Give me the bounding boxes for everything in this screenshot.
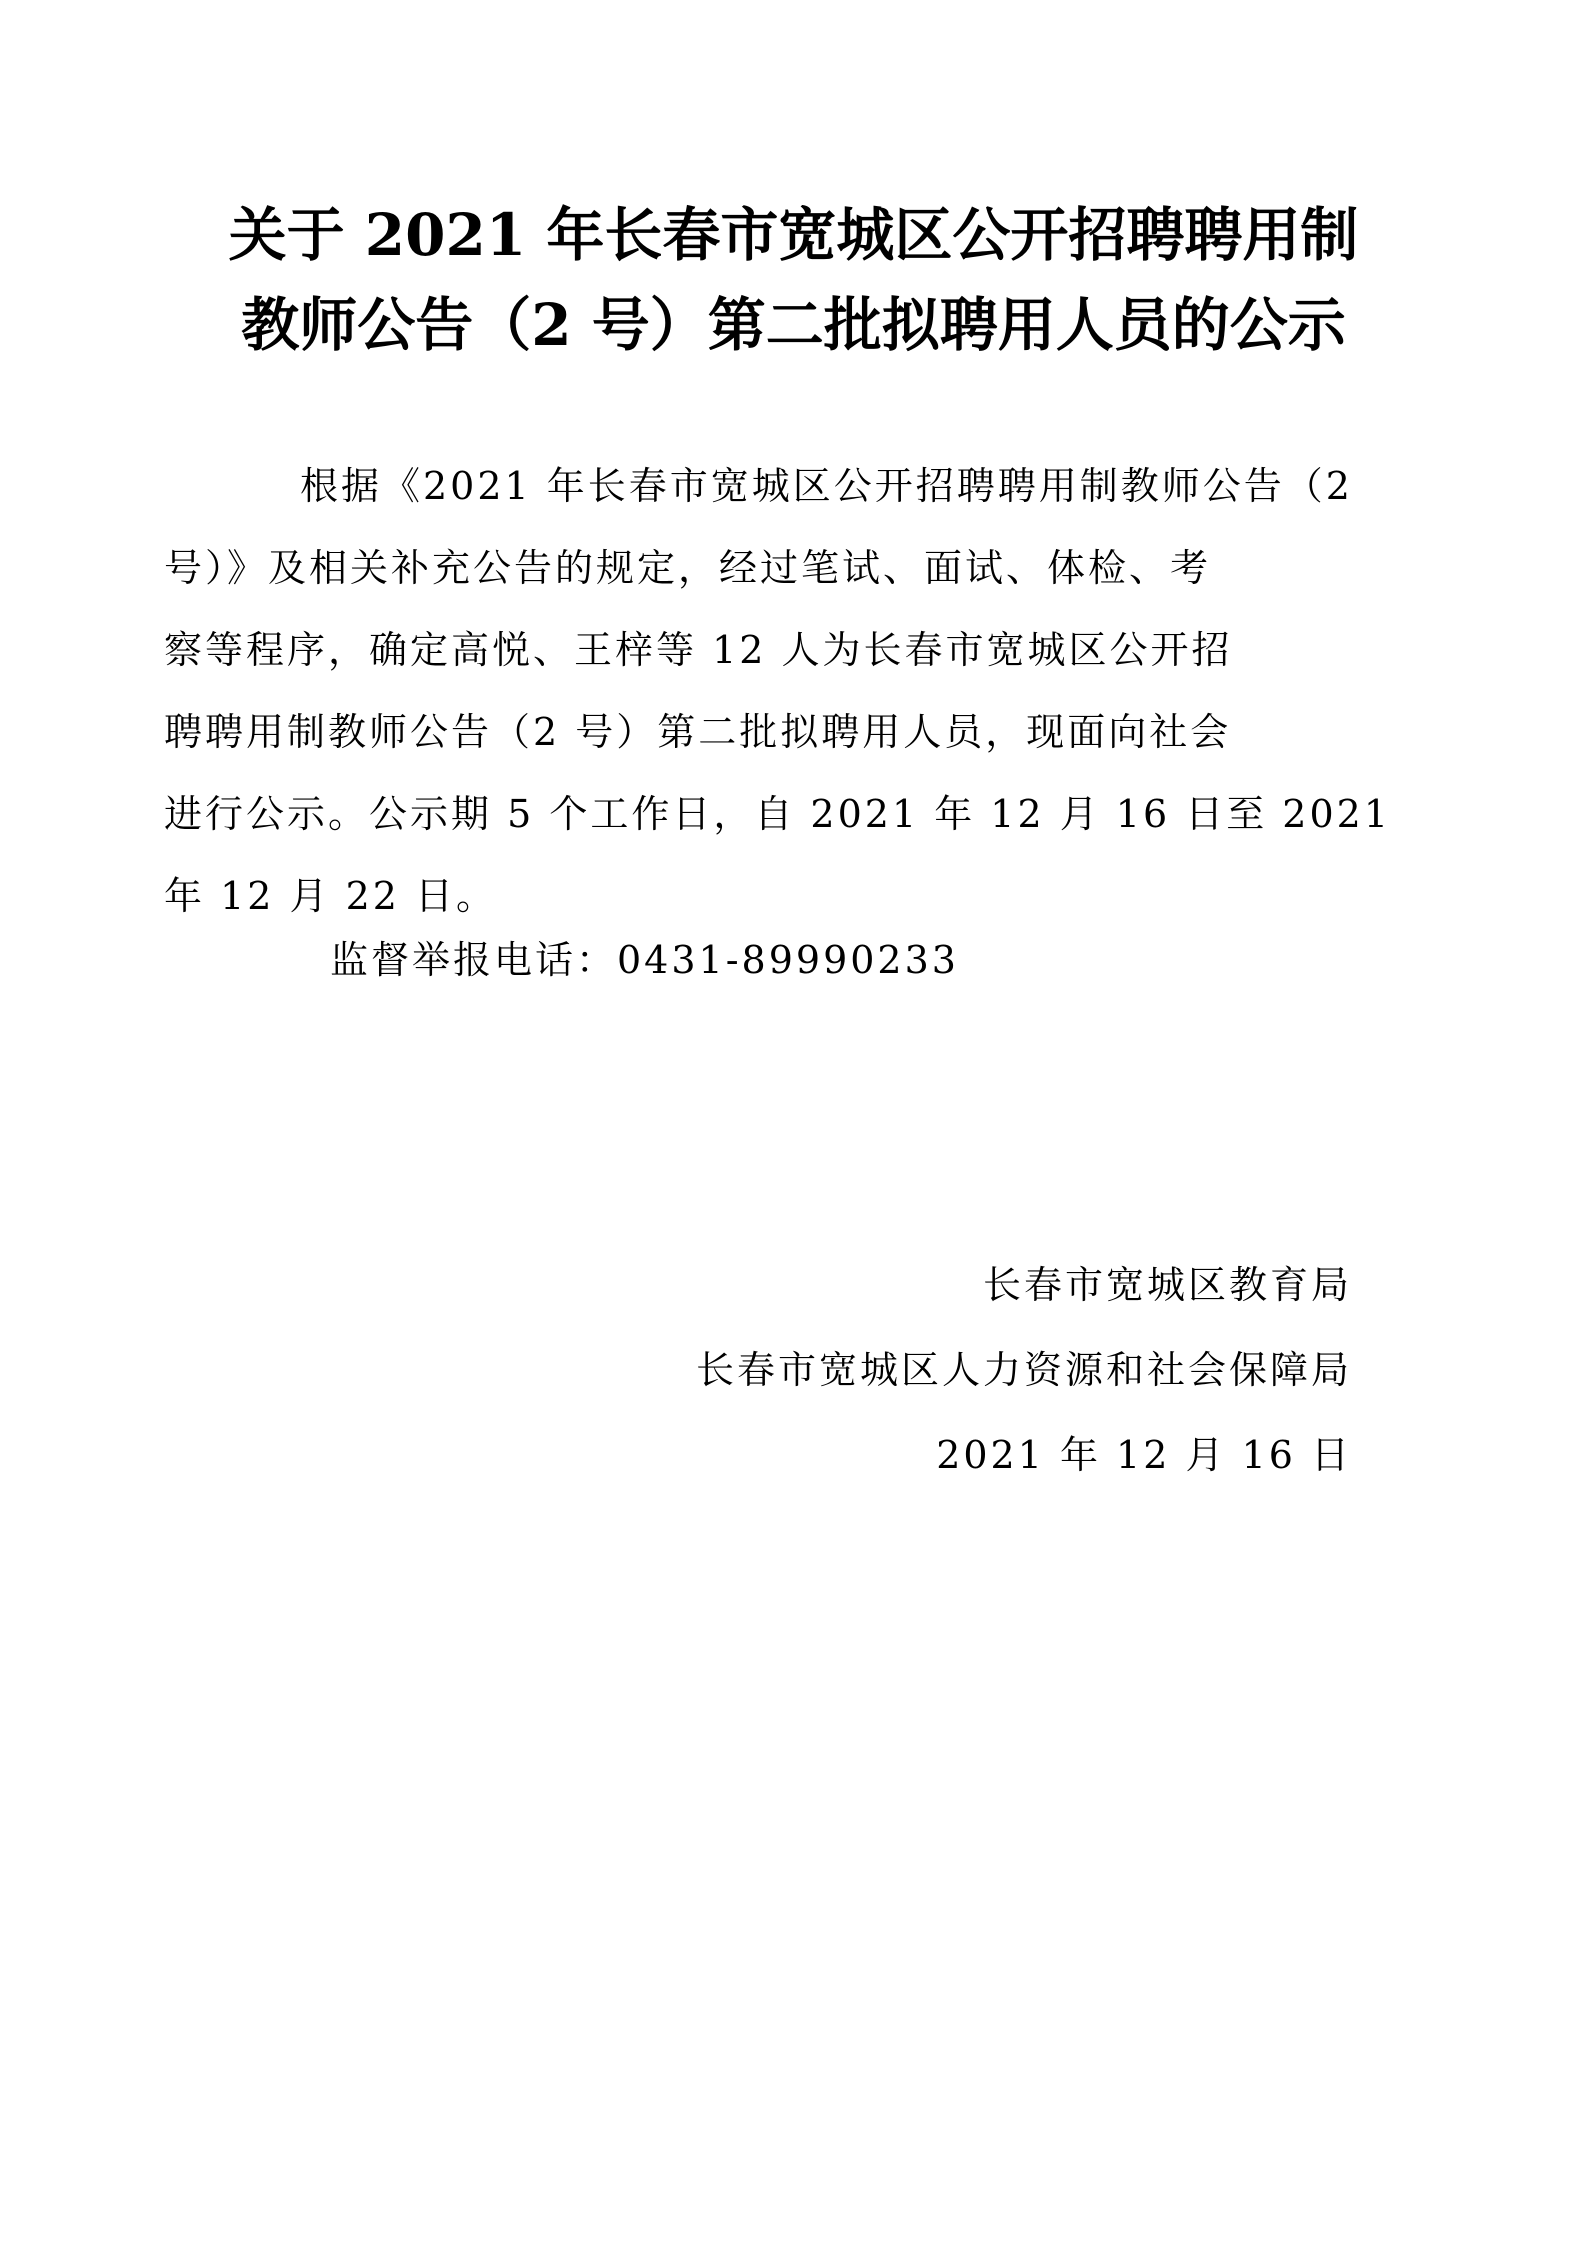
document-title bbox=[180, 190, 1407, 370]
body-line: 聘聘用制教师公告（2 号）第二批拟聘用人员，现面向社会 bbox=[164, 710, 1232, 754]
body-paragraph bbox=[164, 445, 1392, 937]
body-line: 年 12 月 22 日。 bbox=[164, 874, 498, 918]
body-line: 号）》及相关补充公告的规定，经过笔试、面试、体检、考 bbox=[164, 546, 1212, 590]
signature-hr-bureau: 长春市宽城区人力资源和社会保障局 bbox=[695, 1348, 1352, 1392]
report-hotline: 监督举报电话：0431-89990233 bbox=[330, 938, 959, 982]
body-line: 察等程序，确定高悦、王梓等 12 人为长春市宽城区公开招 bbox=[164, 628, 1233, 672]
body-line: 根据《2021 年长春市宽城区公开招聘聘用制教师公告（2 bbox=[300, 464, 1353, 508]
signature-education-bureau: 长春市宽城区教育局 bbox=[982, 1263, 1352, 1307]
title-line-1: 关于 2021 年长春市宽城区公开招聘聘用制 bbox=[228, 201, 1359, 269]
body-line: 进行公示。公示期 5 个工作日，自 2021 年 12 月 16 日至 2021 bbox=[164, 792, 1392, 836]
title-line-2: 教师公告（2 号）第二批拟聘用人员的公示 bbox=[241, 291, 1346, 359]
signature-date: 2021 年 12 月 16 日 bbox=[936, 1433, 1352, 1477]
